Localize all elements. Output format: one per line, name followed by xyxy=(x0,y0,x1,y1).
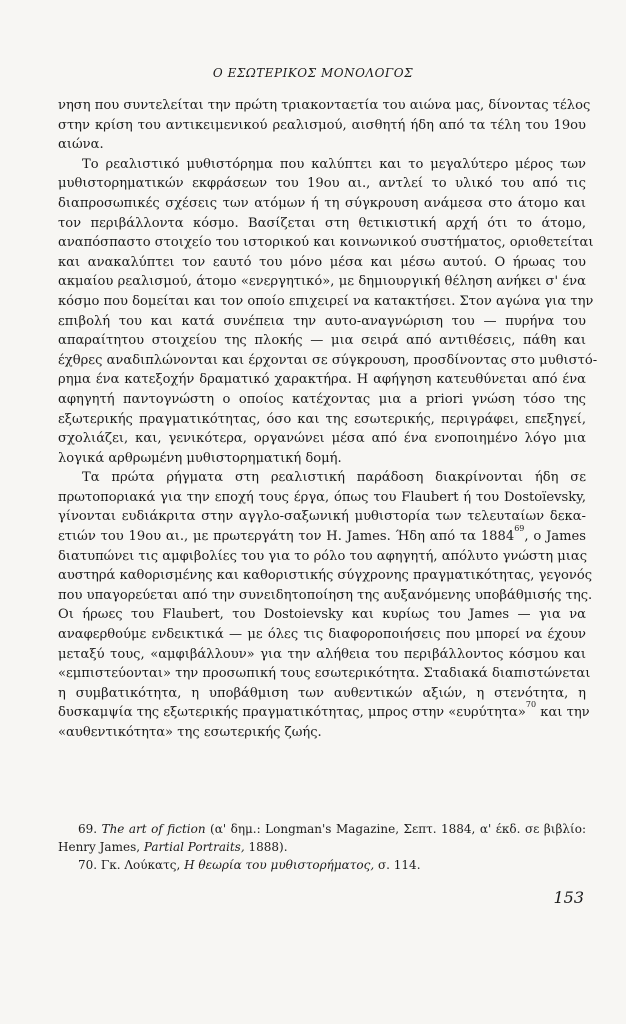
footnote-book-title: Η θεωρία του μυθιστορήματος, xyxy=(184,858,375,872)
text-line: κόσμο που δομείται και τον οποίο επιχειρεί να κατακτήσει. Στον αγώνα για την xyxy=(58,293,594,309)
text-line: γίνονται ευδιάκριτα στην αγγλο-σαξωνική μυθιστορία των τελευταίων δεκα- xyxy=(58,509,586,525)
text-line: αναπόσπαστο στοιχείο του ιστορικού και κοινωνικού συστήματος, οριοθετείται xyxy=(58,235,594,251)
text-line: μυθιστορηματικών εκφράσεων του 19ου αι., αντλεί το υλικό του από τις xyxy=(58,176,586,192)
text-segment: δυσκαμψία της εξωτερικής πραγματικότητας, μπρος στην «ευρύτητα» xyxy=(58,705,526,721)
footnote-69 xyxy=(58,820,586,838)
text-line: ρημα ένα κατεξοχήν δραματικό χαρακτήρα. Η αφήγηση κατευθύνεται από ένα xyxy=(58,372,586,388)
text-line: έχθρες αναδιπλώνονται και έρχονται σε σύγκρουση, προσδίνοντας στο μυθιστό- xyxy=(58,352,598,368)
page-number: 153 xyxy=(553,888,584,907)
text-line: Το ρεαλιστικό μυθιστόρημα που καλύπτει και το μεγαλύτερο μέρος των xyxy=(82,156,586,172)
text-line: που υπαγορεύεται από την συνειδητοποίηση της αυξανόμενης υποβάθμισής της. xyxy=(58,587,593,603)
text-segment: ετιών του 19ου αι., με πρωτεργάτη τον H. James. Ήδη από τα 1884 xyxy=(58,529,515,545)
text-line: αυστηρά καθορισμένης και καθοριστικής σύγχρονης πραγματικότητας, γεγονός xyxy=(58,568,593,584)
text-line: επιβολή του και κατά συνέπεια την αυτο-αναγνώριση του — πυρήνα του xyxy=(58,313,586,329)
text-line: τον περιβάλλοντα κόσμο. Βασίζεται στη θετικιστική αρχή ότι το άτομο, xyxy=(58,215,586,231)
text-line: Οι ήρωες του Flaubert, του Dostoievsky και κυρίως του James — για να xyxy=(58,607,586,623)
text-line: πρωτοποριακά για την εποχή τους έργα, όπως του Flaubert ή του Dostoïevsky, xyxy=(58,489,586,505)
footnote-number: 69. xyxy=(78,822,98,836)
text-line: αιώνα. xyxy=(58,137,104,153)
running-head: Ο ΕΣΩΤΕΡΙΚΟΣ ΜΟΝΟΛΟΓΟΣ xyxy=(212,66,414,80)
footnote-text: Γκ. Λούκατς, xyxy=(97,858,185,872)
text-line: Τα πρώτα ρήγματα στη ρεαλιστική παράδοση διακρίνονται ήδη σε xyxy=(82,470,586,486)
footnote-number: 70. xyxy=(78,858,98,872)
text-line: απαραίτητου στοιχείου της πλοκής — μια σειρά από αντιθέσεις, πάθη και xyxy=(58,333,586,349)
text-line: εξωτερικής πραγματικότητας, όσο και της εσωτερικής, περιγράφει, επεξηγεί, xyxy=(58,411,586,427)
footnote-work-title: The art of fiction xyxy=(101,822,206,836)
text-line: στην κρίση του αντικειμενικού ρεαλισμού, αισθητή ήδη από τα τέλη του 19ου xyxy=(58,117,586,133)
text-line: σχολιάζει, και, γενικότερα, οργανώνει μέσα από ένα ενοποιημένο λόγο μια xyxy=(58,431,586,447)
footnote-text: 1888). xyxy=(244,840,288,854)
text-line: «αυθεντικότητα» της εσωτερικής ζωής. xyxy=(58,725,322,740)
text-line: μεταξύ τους, «αμφιβάλλουν» για την αλήθεια του περιβάλλοντος κόσμου και xyxy=(58,646,586,662)
footnote-ref-70: 70 xyxy=(525,700,537,710)
footnote-ref-69: 69 xyxy=(514,523,525,533)
footnote-text: Henry James, xyxy=(58,840,144,854)
text-line: αφηγητή παντογνώστη ο οποίος κατέχοντας μια a priori γνώση τόσο της xyxy=(58,391,586,407)
text-line: διαπροσωπικές σχέσεις των ατόμων ή τη σύγκρουση ανάμεσα στο άτομο και xyxy=(58,195,586,211)
text-line: «εμπιστεύονται» την προσωπική τους εσωτερικότητα. Σταδιακά διαπιστώνεται xyxy=(58,666,591,682)
text-line: αναφερθούμε ενδεικτικά — με όλες τις διαφοροποιήσεις που μπορεί να έχουν xyxy=(58,627,586,643)
footnote-text: (α' δημ.: Longman's Magazine, Σεπτ. 1884, α' έκδ. σε βιβλίο: xyxy=(205,822,586,836)
footnote-book-title: Partial Portraits, xyxy=(143,840,245,854)
text-line: η συμβατικότητα, η υποβάθμιση των αυθεντικών αξιών, η στενότητα, η xyxy=(58,685,586,701)
footnote-69-cont xyxy=(58,838,586,856)
footnote-text: σ. 114. xyxy=(374,858,421,872)
text-line: νηση που συντελείται την πρώτη τριακονταετία του αιώνα μας, δίνοντας τέλος xyxy=(58,98,591,113)
footnote-70 xyxy=(58,856,586,874)
text-line: και ανακαλύπτει τον εαυτό του μόνο μέσα και μέσω αυτού. Ο ήρωας του xyxy=(58,254,586,270)
text-line-with-note-ref xyxy=(58,700,590,723)
body-text xyxy=(58,96,598,743)
text-line: διατυπώνει τις αμφιβολίες του για το ρόλο του αφηγητή, απόλυτο γνώστη μιας xyxy=(58,548,588,564)
text-line-with-note-ref xyxy=(58,523,587,547)
text-segment: και την xyxy=(536,705,590,721)
text-line: ακμαίου ρεαλισμού, άτομο «ενεργητικό», με δημιουργική θέληση ανήκει σ' ένα xyxy=(58,274,586,290)
text-segment: , ο James xyxy=(524,529,587,545)
text-line: λογικά αρθρωμένη μυθιστορηματική δομή. xyxy=(58,450,342,466)
footnotes xyxy=(58,820,586,874)
